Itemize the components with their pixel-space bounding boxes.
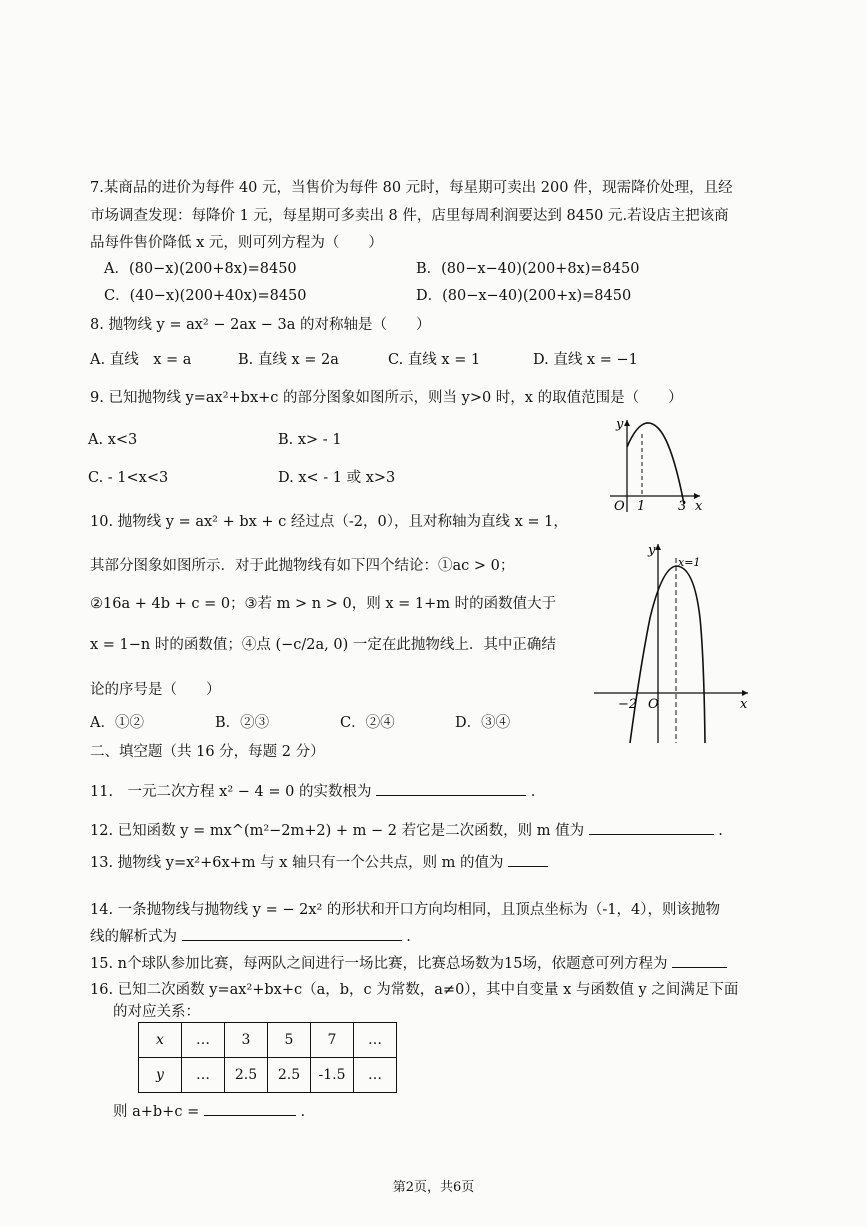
q15 bbox=[90, 953, 727, 974]
q14-text: 线的解析式为 bbox=[90, 929, 177, 945]
q7-option-c: C．(40−x)(200+40x)=8450 bbox=[104, 288, 307, 304]
q11 bbox=[90, 781, 535, 802]
q16-line1: 16. 已知二次函数 y=ax²+bx+c（a，b，c 为常数，a≠0），其中自变量 x 与函数值 y 之间满足下面 bbox=[90, 982, 739, 998]
q14-line2 bbox=[90, 926, 411, 947]
q16-value-table bbox=[138, 1022, 397, 1093]
page-footer: 第2页，共6页 bbox=[392, 1180, 475, 1195]
q11-text: 11. 一元二次方程 x² − 4 = 0 的实数根为 bbox=[90, 784, 372, 800]
q16-answer-text: 则 a+b+c = bbox=[113, 1104, 200, 1120]
table-cell: -1.5 bbox=[311, 1058, 354, 1093]
q15-text: 15. n个球队参加比赛，每两队之间进行一场比赛，比赛总场数为15场，依题意可列方程为 bbox=[90, 956, 668, 972]
q9-option-b: B. x> - 1 bbox=[278, 432, 342, 448]
q10-option-d: D．③④ bbox=[455, 715, 511, 731]
q12-text: 12. 已知函数 y = mx^(m²−2m+2) + m − 2 若它是二次函数，则 m 值为 bbox=[90, 823, 585, 839]
table-cell: y bbox=[139, 1058, 182, 1093]
table-cell: … bbox=[182, 1058, 225, 1093]
q9-origin-label: O bbox=[614, 499, 625, 514]
q11-answer-blank[interactable] bbox=[376, 781, 526, 796]
q9-option-c: C. - 1<x<3 bbox=[88, 470, 169, 486]
q11-end: . bbox=[530, 784, 536, 800]
q7-line1: 7.某商品的进价为每件 40 元，当售价为每件 80 元时，每星期可卖出 200 件，现需降价处理，且经 bbox=[90, 180, 733, 196]
table-cell: 3 bbox=[225, 1023, 268, 1058]
q14-line1: 14. 一条抛物线与抛物线 y = − 2x² 的形状和开口方向均相同，且顶点坐标为（-1，4），则该抛物 bbox=[90, 902, 721, 918]
q10-origin-label: O bbox=[648, 697, 659, 712]
q9-stem: 9. 已知抛物线 y=ax²+bx+c 的部分图象如图所示，则当 y>0 时，x 的取值范围是（ ） bbox=[90, 390, 683, 406]
q10-line2: 其部分图象如图所示．对于此抛物线有如下四个结论：①ac > 0； bbox=[90, 558, 515, 574]
q12 bbox=[90, 820, 723, 841]
q8-stem: 8. 抛物线 y = ax² − 2ax − 3a 的对称轴是（ ） bbox=[90, 317, 431, 333]
q14-end: . bbox=[406, 929, 411, 945]
q9-parabola-graph bbox=[600, 412, 710, 522]
q10-line4: x = 1−n 时的函数值；④点 (−c/2a, 0) 一定在此抛物线上．其中正确结 bbox=[90, 637, 556, 653]
table-cell: 2.5 bbox=[225, 1058, 268, 1093]
q8-option-b: B. 直线 x = 2a bbox=[238, 352, 339, 368]
q9-option-a: A. x<3 bbox=[88, 432, 138, 448]
q10-y-arrow bbox=[655, 544, 661, 550]
q8-option-d: D. 直线 x = −1 bbox=[533, 352, 638, 368]
table-row bbox=[139, 1058, 397, 1093]
q10-parabola-graph bbox=[590, 538, 755, 748]
q7-option-d: D．(80−x−40)(200+x)=8450 bbox=[416, 288, 632, 304]
table-cell: … bbox=[354, 1058, 397, 1093]
q9-option-d: D. x< - 1 或 x>3 bbox=[278, 470, 396, 486]
table-cell: … bbox=[182, 1023, 225, 1058]
table-cell: x bbox=[139, 1023, 182, 1058]
q16-end: . bbox=[300, 1104, 306, 1120]
q10-line5: 论的序号是（ ） bbox=[90, 682, 221, 698]
q9-parabola-curve bbox=[627, 423, 684, 504]
q10-tick-minus-2: −2 bbox=[618, 697, 638, 712]
q10-axis-label: x=1 bbox=[678, 556, 701, 569]
q10-x-arrow bbox=[742, 690, 748, 696]
q9-tick-3: 3 bbox=[678, 499, 687, 514]
q10-y-label: y bbox=[648, 543, 656, 558]
q10-line3: ②16a + 4b + c = 0；③若 m > n > 0，则 x = 1+m 时的函数值大于 bbox=[90, 596, 557, 612]
q7-line3: 品每件售价降低 x 元，则可列方程为（ ） bbox=[90, 235, 383, 251]
q10-option-c: C．②④ bbox=[340, 715, 395, 731]
q8-option-c: C. 直线 x = 1 bbox=[388, 352, 481, 368]
section-2-heading: 二、填空题（共 16 分，每题 2 分） bbox=[90, 744, 325, 760]
q7-line2: 市场调查发现：每降价 1 元，每星期可多卖出 8 件，店里每周利润要达到 8450 元.若设店主把该商 bbox=[90, 208, 729, 224]
table-cell: … bbox=[354, 1023, 397, 1058]
table-cell: 7 bbox=[311, 1023, 354, 1058]
q10-x-label: x bbox=[740, 697, 748, 712]
q9-x-label: x bbox=[695, 499, 703, 514]
q13-answer-blank[interactable] bbox=[508, 852, 548, 867]
q16-answer bbox=[113, 1101, 305, 1122]
q12-answer-blank[interactable] bbox=[589, 820, 714, 835]
q14-answer-blank[interactable] bbox=[182, 926, 402, 941]
q12-end: . bbox=[718, 823, 723, 839]
q9-y-arrow bbox=[624, 420, 630, 426]
q10-line1: 10. 抛物线 y = ax² + bx + c 经过点（-2，0），且对称轴为直线 x = 1， bbox=[90, 514, 568, 530]
q16-answer-blank[interactable] bbox=[204, 1101, 296, 1116]
q10-option-a: A．①② bbox=[90, 715, 144, 731]
q8-option-a: A. 直线 x = a bbox=[90, 352, 192, 368]
q10-parabola-curve bbox=[630, 566, 705, 743]
q9-tick-1: 1 bbox=[637, 499, 646, 514]
q9-y-label: y bbox=[616, 417, 624, 432]
q7-option-a: A．(80−x)(200+8x)=8450 bbox=[104, 261, 297, 277]
q13 bbox=[90, 852, 548, 873]
table-row bbox=[139, 1023, 397, 1058]
q7-option-b: B．(80−x−40)(200+8x)=8450 bbox=[416, 261, 640, 277]
q16-line2: 的对应关系： bbox=[113, 1004, 200, 1020]
q13-text: 13. 抛物线 y=x²+6x+m 与 x 轴只有一个公共点，则 m 的值为 bbox=[90, 855, 504, 871]
q10-option-b: B．②③ bbox=[215, 715, 270, 731]
q15-answer-blank[interactable] bbox=[672, 953, 727, 968]
table-cell: 5 bbox=[268, 1023, 311, 1058]
table-cell: 2.5 bbox=[268, 1058, 311, 1093]
